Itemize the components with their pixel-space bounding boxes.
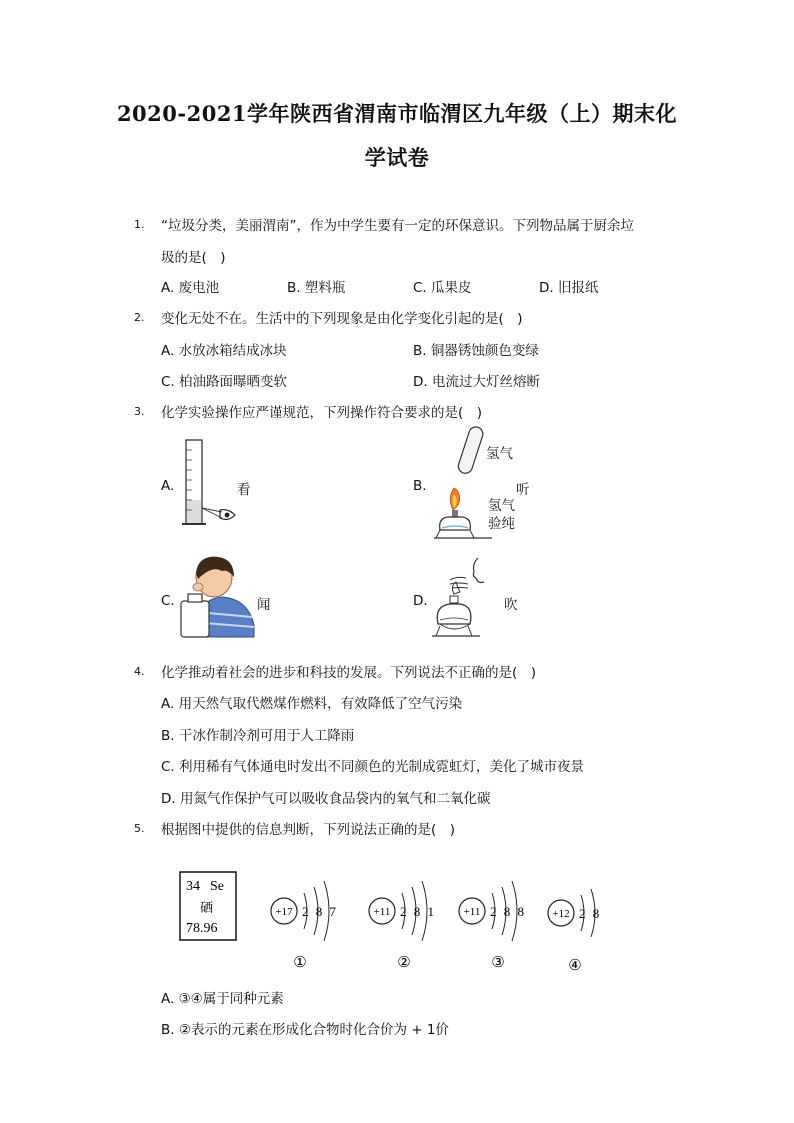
element-mass: 78.96	[186, 921, 218, 936]
q3-option-b-letter[interactable]: B.	[413, 478, 427, 494]
nucleus-charge: +17	[275, 906, 293, 918]
element-symbol: Se	[210, 879, 224, 894]
atom-structure-4	[545, 875, 615, 973]
q3-option-b-label-hydrogen2: 氢气	[488, 498, 515, 514]
nucleus-charge: +11	[463, 906, 481, 918]
q3-option-a-label: 看	[237, 482, 251, 498]
q2-option-b[interactable]: B. 铜器锈蚀颜色变绿	[413, 343, 539, 359]
blowing-alcohol-lamp-figure	[432, 554, 504, 642]
q3-option-d-label: 吹	[504, 597, 518, 613]
q3-number: 3.	[134, 405, 145, 418]
q2-option-a[interactable]: A. 水放冰箱结成冰块	[161, 343, 287, 359]
q2-stem: 变化无处不在。生活中的下列现象是由化学变化引起的是( )	[161, 311, 523, 327]
q5-option-a[interactable]: A. ③④属于同种元素	[161, 991, 284, 1007]
q4-option-b[interactable]: B. 干冰作制冷剂可用于人工降雨	[161, 728, 355, 744]
nucleus-charge: +11	[373, 906, 391, 918]
q2-number: 2.	[134, 311, 145, 324]
q3-option-c-letter[interactable]: C.	[161, 593, 175, 609]
q1-stem-line2: 圾的是( )	[161, 250, 226, 266]
atom-label: ③	[491, 953, 505, 971]
electron-shells: 2 8 7	[302, 904, 338, 919]
selenium-element-card	[178, 870, 238, 942]
q1-stem-line1: “垃圾分类，美丽渭南”，作为中学生要有一定的环保意识。下列物品属于厨余垃	[161, 218, 634, 234]
q4-stem: 化学推动着社会的进步和科技的发展。下列说法不正确的是( )	[161, 665, 537, 681]
boy-smelling-bottle-figure	[178, 553, 258, 639]
q4-number: 4.	[134, 665, 145, 678]
q4-option-a[interactable]: A. 用天然气取代燃煤作燃料，有效降低了空气污染	[161, 696, 463, 712]
q3-option-b-label-hydrogen: 氢气	[486, 446, 513, 462]
exam-title-line1: 2020-2021学年陕西省渭南市临渭区九年级（上）期末化	[116, 101, 678, 126]
q1-option-c[interactable]: C. 瓜果皮	[413, 280, 472, 296]
electron-shells: 2 8	[579, 906, 602, 921]
atom-structure-2	[366, 875, 446, 973]
q1-option-d[interactable]: D. 旧报纸	[539, 280, 599, 296]
q4-option-c[interactable]: C. 利用稀有气体通电时发出不同颜色的光制成霓虹灯，美化了城市夜景	[161, 759, 585, 775]
electron-shells: 2 8 1	[400, 904, 436, 919]
atom-label: ②	[397, 953, 411, 971]
q3-option-a-letter[interactable]: A.	[161, 478, 175, 494]
atom-structure-3	[456, 875, 536, 973]
hydrogen-purity-test-figure	[432, 428, 494, 544]
q3-option-d-letter[interactable]: D.	[413, 593, 428, 609]
q1-option-a[interactable]: A. 废电池	[161, 280, 220, 296]
nucleus-charge: +12	[552, 908, 570, 920]
q3-option-b-label-listen: 听	[516, 482, 530, 498]
atom-label: ①	[293, 953, 307, 971]
q2-option-c[interactable]: C. 柏油路面曝晒变软	[161, 374, 288, 390]
exam-title-line2: 学试卷	[364, 145, 430, 170]
graduated-cylinder-reading-figure	[180, 438, 240, 530]
q1-number: 1.	[134, 218, 145, 231]
element-name: 硒	[200, 901, 214, 916]
element-number: 34	[186, 879, 200, 894]
q3-option-c-label: 闻	[257, 597, 271, 613]
q4-option-d[interactable]: D. 用氮气作保护气可以吸收食品袋内的氧气和二氧化碳	[161, 791, 491, 807]
q5-stem: 根据图中提供的信息判断，下列说法正确的是( )	[161, 822, 456, 838]
q5-number: 5.	[134, 822, 145, 835]
q3-stem: 化学实验操作应严谨规范，下列操作符合要求的是( )	[161, 405, 483, 421]
q2-option-d[interactable]: D. 电流过大灯丝熔断	[413, 374, 540, 390]
q3-option-b-label-purity: 验纯	[488, 516, 515, 532]
atom-structure-1	[268, 875, 348, 973]
electron-shells: 2 8 8	[490, 904, 526, 919]
atom-label: ④	[568, 956, 582, 974]
q5-option-b[interactable]: B. ②表示的元素在形成化合物时化合价为 + 1价	[161, 1022, 449, 1038]
q1-option-b[interactable]: B. 塑料瓶	[287, 280, 346, 296]
